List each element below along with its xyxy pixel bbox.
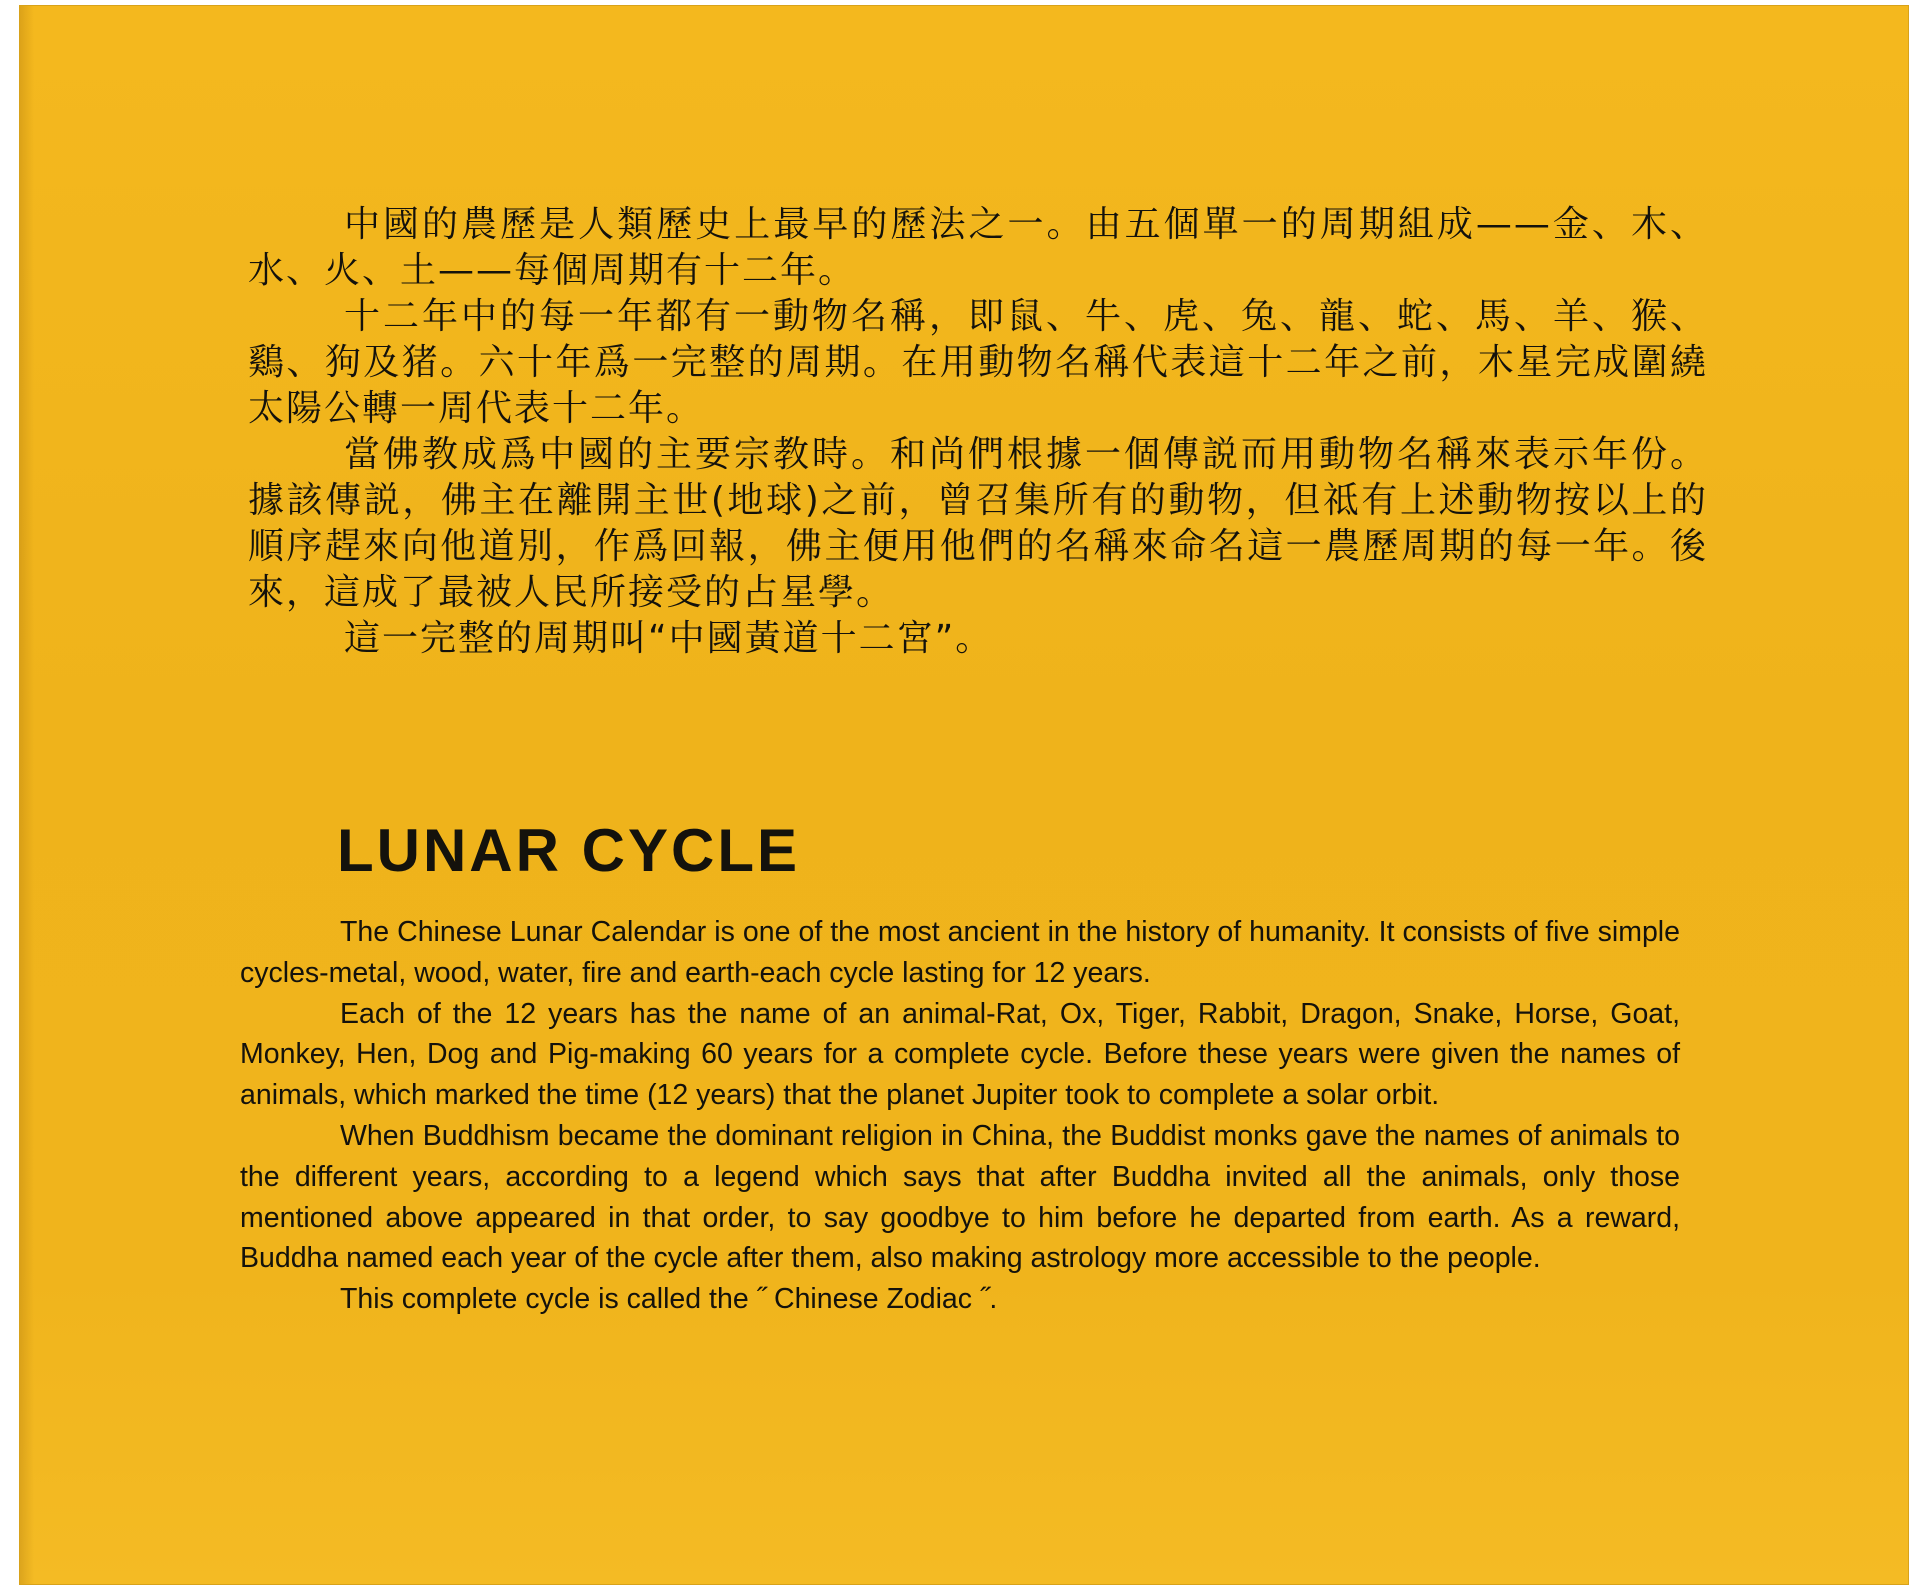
chinese-text-block <box>248 202 1708 662</box>
chinese-paragraph-3: 當佛教成爲中國的主要宗教時。和尚們根據一個傳説而用動物名稱來表示年份。據該傳説，佛主在離開主世(地球)之前，曾召集所有的動物，但祗有上述動物按以上的順序趕來向他道別，作爲回報，佛主便用他們的名稱來命名這一農歷周期的每一年。後來，這成了最被人民所接受的占星學。 <box>248 434 1708 613</box>
english-paragraph-3: When Buddhism became the dominant religion in China, the Buddist monks gave the names of animals to the different years, according to a legend which says that after Buddha invited all the animals, only those mentioned above appeared in that order, to say goodbye to him before he departed from earth. As a reward, Buddha named each year of the cycle after them, also making astrology more accessible to the people. <box>240 1119 1680 1275</box>
card-edge-shadow <box>20 6 34 1584</box>
chinese-paragraph-1: 中國的農歷是人類歷史上最早的歷法之一。由五個單一的周期組成——金、木、水、火、土——每個周期有十二年。 <box>248 204 1708 291</box>
english-paragraph-4: This complete cycle is called the ˝ Chinese Zodiac ˝. <box>340 1283 998 1316</box>
chinese-paragraph-4: 這一完整的周期叫“中國黃道十二宮”。 <box>344 618 994 659</box>
english-paragraph-1: The Chinese Lunar Calendar is one of the most ancient in the history of humanity. It consists of five simple cycles-metal, wood, water, fire and earth-each cycle lasting for 12 years. <box>240 916 1680 989</box>
english-paragraph-2: Each of the 12 years has the name of an animal-Rat, Ox, Tiger, Rabbit, Dragon, Snake, Horse, Goat, Monkey, Hen, Dog and Pig-making 60 years for a complete cycle. Before these years were given the names of animals, which marked the time (12 years) that the planet Jupiter took to complete a solar orbit. <box>240 997 1680 1112</box>
english-text-block <box>240 912 1680 1320</box>
section-title: LUNAR CYCLE <box>337 817 800 884</box>
yellow-card <box>20 6 1908 1584</box>
chinese-paragraph-2: 十二年中的每一年都有一動物名稱，即鼠、牛、虎、兔、龍、蛇、馬、羊、猴、鷄、狗及猪。六十年爲一完整的周期。在用動物名稱代表這十二年之前，木星完成圍繞太陽公轉一周代表十二年。 <box>248 296 1708 429</box>
